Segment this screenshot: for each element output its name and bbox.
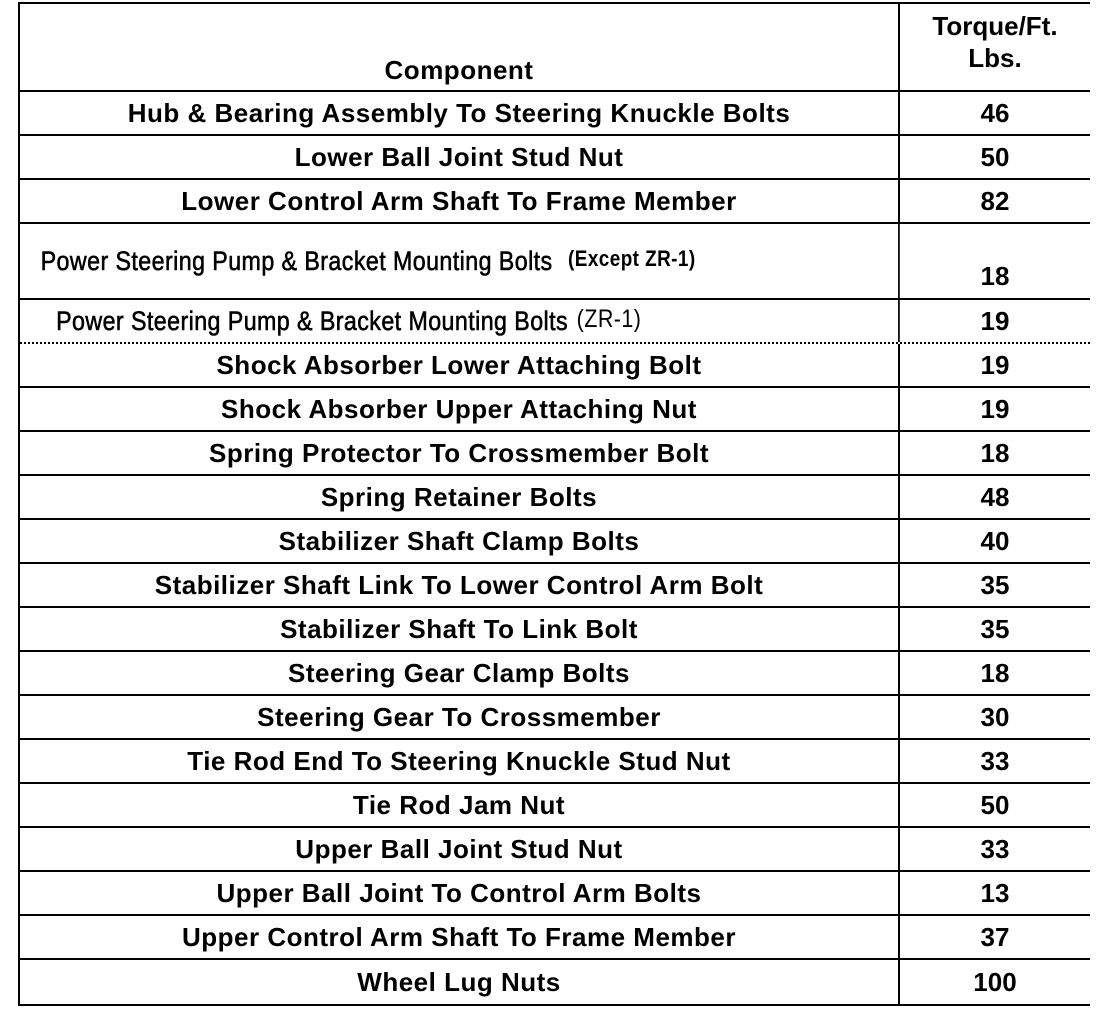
component-cell: Hub & Bearing Assembly To Steering Knuckle Bolts: [20, 92, 900, 134]
table-header-row: [20, 4, 1090, 92]
component-cell: Upper Ball Joint To Control Arm Bolts: [20, 872, 900, 914]
torque-spec-table: [18, 2, 1090, 1006]
table-row: [20, 476, 1090, 520]
table-row: [20, 92, 1090, 136]
torque-cell: 18: [980, 437, 1010, 468]
component-cell: Lower Ball Joint Stud Nut: [20, 136, 900, 178]
component-cell: Wheel Lug Nuts: [20, 960, 900, 1004]
component-cell: Shock Absorber Lower Attaching Bolt: [20, 344, 900, 386]
component-cell: Stabilizer Shaft Link To Lower Control Arm Bolt: [20, 564, 900, 606]
torque-header-line2: Lbs.: [968, 43, 1022, 73]
torque-cell: 33: [980, 833, 1010, 864]
component-cell: [20, 300, 900, 342]
torque-cell: 40: [980, 525, 1010, 556]
torque-cell: 30: [980, 701, 1010, 732]
table-row: [20, 652, 1090, 696]
component-column-header: Component: [20, 4, 900, 90]
component-cell: Upper Control Arm Shaft To Frame Member: [20, 916, 900, 958]
table-row: [20, 564, 1090, 608]
torque-cell: 19: [980, 305, 1010, 336]
torque-cell: 18: [980, 261, 1010, 291]
component-cell: Tie Rod Jam Nut: [20, 784, 900, 826]
component-cell: Upper Ball Joint Stud Nut: [20, 828, 900, 870]
component-cell: Lower Control Arm Shaft To Frame Member: [20, 180, 900, 222]
torque-cell: 37: [980, 921, 1010, 952]
component-cell: Shock Absorber Upper Attaching Nut: [20, 388, 900, 430]
torque-cell: 50: [980, 141, 1010, 172]
component-cell: Spring Protector To Crossmember Bolt: [20, 432, 900, 474]
table-row: [20, 740, 1090, 784]
component-cell: Steering Gear To Crossmember: [20, 696, 900, 738]
torque-cell: 100: [973, 966, 1017, 997]
table-row: [20, 180, 1090, 224]
component-cell: Tie Rod End To Steering Knuckle Stud Nut: [20, 740, 900, 782]
table-row: [20, 344, 1090, 388]
table-row: [20, 916, 1090, 960]
table-row: [20, 872, 1090, 916]
torque-cell: 18: [980, 657, 1010, 688]
table-row: [20, 300, 1090, 344]
torque-cell: 33: [980, 745, 1010, 776]
component-cell-note: (Except ZR-1): [568, 246, 696, 271]
torque-cell: 19: [980, 393, 1010, 424]
table-row: [20, 432, 1090, 476]
torque-cell: 46: [980, 97, 1010, 128]
table-row: [20, 784, 1090, 828]
table-row: [20, 520, 1090, 564]
torque-cell: 35: [980, 613, 1010, 644]
component-cell: Stabilizer Shaft To Link Bolt: [20, 608, 900, 650]
torque-cell: 48: [980, 481, 1010, 512]
table-row: [20, 960, 1090, 1004]
table-row: [20, 608, 1090, 652]
table-row: [20, 136, 1090, 180]
component-cell-text: Power Steering Pump & Bracket Mounting Bolts: [56, 305, 569, 336]
component-cell: Stabilizer Shaft Clamp Bolts: [20, 520, 900, 562]
torque-cell: 13: [980, 877, 1010, 908]
component-cell: Steering Gear Clamp Bolts: [20, 652, 900, 694]
component-cell-note: (ZR-1): [576, 304, 642, 333]
torque-header-line1: Torque/Ft.: [932, 11, 1058, 41]
torque-cell: 35: [980, 569, 1010, 600]
component-cell-text: Power Steering Pump & Bracket Mounting Bolts: [40, 245, 553, 276]
table-row: [20, 828, 1090, 872]
table-row: [20, 388, 1090, 432]
component-cell: [20, 224, 900, 298]
table-row: [20, 696, 1090, 740]
table-row: [20, 224, 1090, 300]
torque-cell: 19: [980, 349, 1010, 380]
torque-cell: 82: [980, 185, 1010, 216]
torque-cell: 50: [980, 789, 1010, 820]
torque-column-header: [900, 4, 1090, 90]
component-cell: Spring Retainer Bolts: [20, 476, 900, 518]
